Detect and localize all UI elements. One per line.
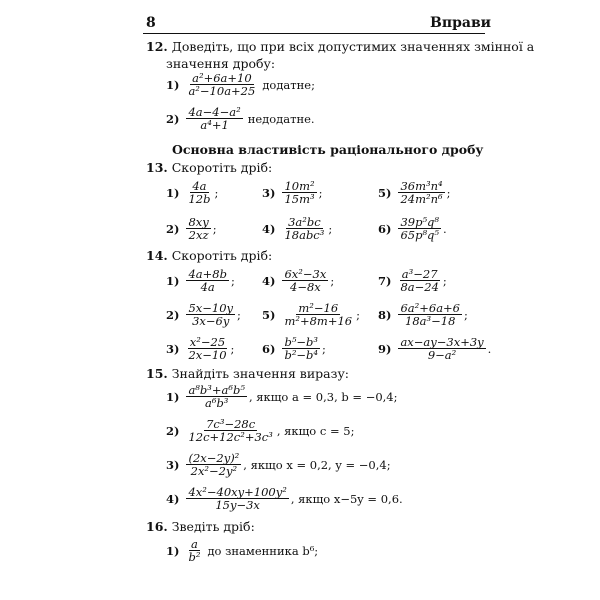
- problem-15-item-2: 2) $\frac{\text{7c³−28c}}{\text{12c+12c²+3c³}}$ , якщо c = 5;: [166, 417, 355, 444]
- section-title: Основна властивість раціонального дробу: [172, 142, 484, 157]
- fraction: $\frac{\text{4x²−40xy+100y²}}{15y-3x}$: [188, 485, 287, 512]
- fraction: $\frac{\text{4a−4−a²}}{\text{a⁴+1}}$: [188, 105, 241, 132]
- problem-16-statement: [146, 519, 255, 534]
- problem-14-item-5: 5) $\frac{\text{m²−16}}{\text{m²+8m+16}}$ ;: [262, 301, 360, 328]
- fraction: $\frac{\text{6x²−3x}}{4-8x}$: [284, 267, 327, 294]
- fraction: $\frac{\text{10m²}}{\text{15m³}}$: [284, 179, 315, 206]
- problem-12-item-2: 2) $\frac{\text{4a−4−a²}}{\text{a⁴+1}}$ недодатне.: [166, 105, 315, 132]
- fraction: $\frac{\text{36m³n⁴}}{\text{24m²n⁶}}$: [400, 179, 443, 206]
- fraction: $\frac{\text{3a²bc}}{\text{18abc³}}$: [284, 215, 325, 242]
- problem-13-item-6: 6) $\frac{\text{39p⁵q⁸}}{\text{65p⁸q⁵}}$ .: [378, 215, 447, 242]
- problem-15-statement: [146, 366, 349, 381]
- fraction: $\frac{4a}{12b}$: [188, 179, 211, 206]
- problem-12-text: Доведіть, що при всіх допустимих значеннях змінної a: [171, 39, 535, 54]
- fraction: $\frac{\text{m²−16}}{\text{m²+8m+16}}$: [284, 301, 353, 328]
- problem-13-number: 13.: [146, 160, 168, 175]
- section-header: Вправи: [430, 15, 492, 31]
- fraction: $\frac{5x-10y}{3x-6y}$: [188, 301, 234, 328]
- fraction: $\frac{\text{7c³−28c}}{\text{12c+12c²+3c³}}$: [188, 417, 273, 444]
- problem-14-text: Скоротіть дріб:: [171, 248, 273, 263]
- problem-12-text-line2: значення дробу:: [166, 56, 276, 71]
- problem-14-item-1: 1) $\frac{4a+8b}{4a}$ ;: [166, 267, 235, 294]
- problem-12-statement: [146, 39, 534, 54]
- problem-14-item-2: 2) $\frac{5x-10y}{3x-6y}$ ;: [166, 301, 241, 328]
- problem-13-text: Скоротіть дріб:: [171, 160, 273, 175]
- problem-13-item-5: 5) $\frac{\text{36m³n⁴}}{\text{24m²n⁶}}$ ;: [378, 179, 451, 206]
- fraction: $\frac{\text{(2x−2y)²}}{\text{2x²−2y²}}$: [188, 451, 240, 478]
- problem-15-item-4: 4) $\frac{\text{4x²−40xy+100y²}}{15y-3x}$ , якщо x−5y = 0,6.: [166, 485, 403, 512]
- fraction: $\frac{ax-ay-3x+3y}{\text{9−a²}}$: [400, 335, 484, 362]
- page-number: 8: [146, 15, 156, 31]
- fraction: $\frac{\text{a³−27}}{8a-24}$: [400, 267, 439, 294]
- fraction: $\frac{4a+8b}{4a}$: [188, 267, 227, 294]
- fraction: $\frac{8xy}{2xz}$: [188, 215, 209, 242]
- fraction: $\frac{\text{a⁸b³+a⁶b⁵}}{\text{a⁶b³}}$: [188, 383, 245, 410]
- fraction: $\frac{\text{a²+6a+10}}{\text{a²−10a+25}}$: [188, 71, 256, 98]
- problem-15-item-3: 3) $\frac{\text{(2x−2y)²}}{\text{2x²−2y²}}$ , якщо x = 0,2, y = −0,4;: [166, 451, 391, 478]
- problem-13-item-3: 3) $\frac{\text{10m²}}{\text{15m³}}$ ;: [262, 179, 323, 206]
- problem-15-item-1: 1) $\frac{\text{a⁸b³+a⁶b⁵}}{\text{a⁶b³}}$ , якщо a = 0,3, b = −0,4;: [166, 383, 398, 410]
- problem-13-item-4: 4) $\frac{\text{3a²bc}}{\text{18abc³}}$ ;: [262, 215, 333, 242]
- problem-14-statement: [146, 248, 272, 263]
- fraction: $\frac{\text{39p⁵q⁸}}{\text{65p⁸q⁵}}$: [400, 215, 440, 242]
- problem-15-number: 15.: [146, 366, 168, 381]
- problem-14-item-3: 3) $\frac{\text{x²−25}}{2x-10}$ ;: [166, 335, 235, 362]
- problem-14-item-9: 9) $\frac{ax-ay-3x+3y}{\text{9−a²}}$ .: [378, 335, 492, 362]
- problem-13-item-1: 1) $\frac{4a}{12b}$ ;: [166, 179, 219, 206]
- problem-14-item-7: 7) $\frac{\text{a³−27}}{8a-24}$ ;: [378, 267, 447, 294]
- problem-14-number: 14.: [146, 248, 168, 263]
- header-rule: [143, 33, 485, 34]
- problem-14-item-8: 8) $\frac{\text{6a²+6a+6}}{\text{18a³−18}}$ ;: [378, 301, 468, 328]
- problem-12-item-1: 1) $\frac{\text{a²+6a+10}}{\text{a²−10a+25}}$ додатне;: [166, 71, 315, 98]
- fraction: $\frac{\text{6a²+6a+6}}{\text{18a³−18}}$: [400, 301, 460, 328]
- fraction: $\frac{\text{x²−25}}{2x-10}$: [188, 335, 227, 362]
- fraction: $\frac{a}{\text{b²}}$: [188, 537, 201, 564]
- problem-12-number: 12.: [146, 39, 168, 54]
- problem-14-item-4: 4) $\frac{\text{6x²−3x}}{4-8x}$ ;: [262, 267, 335, 294]
- problem-13-item-2: 2) $\frac{8xy}{2xz}$ ;: [166, 215, 217, 242]
- problem-14-item-6: 6) $\frac{\text{b⁵−b³}}{\text{b²−b⁴}}$ ;: [262, 335, 326, 362]
- problem-16-number: 16.: [146, 519, 168, 534]
- fraction: $\frac{\text{b⁵−b³}}{\text{b²−b⁴}}$: [284, 335, 319, 362]
- problem-13-statement: [146, 160, 272, 175]
- problem-16-text: Зведіть дріб:: [171, 519, 255, 534]
- problem-15-text: Знайдіть значення виразу:: [171, 366, 350, 381]
- problem-16-item-1: 1) $\frac{a}{\text{b²}}$ до знаменника b⁶;: [166, 537, 319, 564]
